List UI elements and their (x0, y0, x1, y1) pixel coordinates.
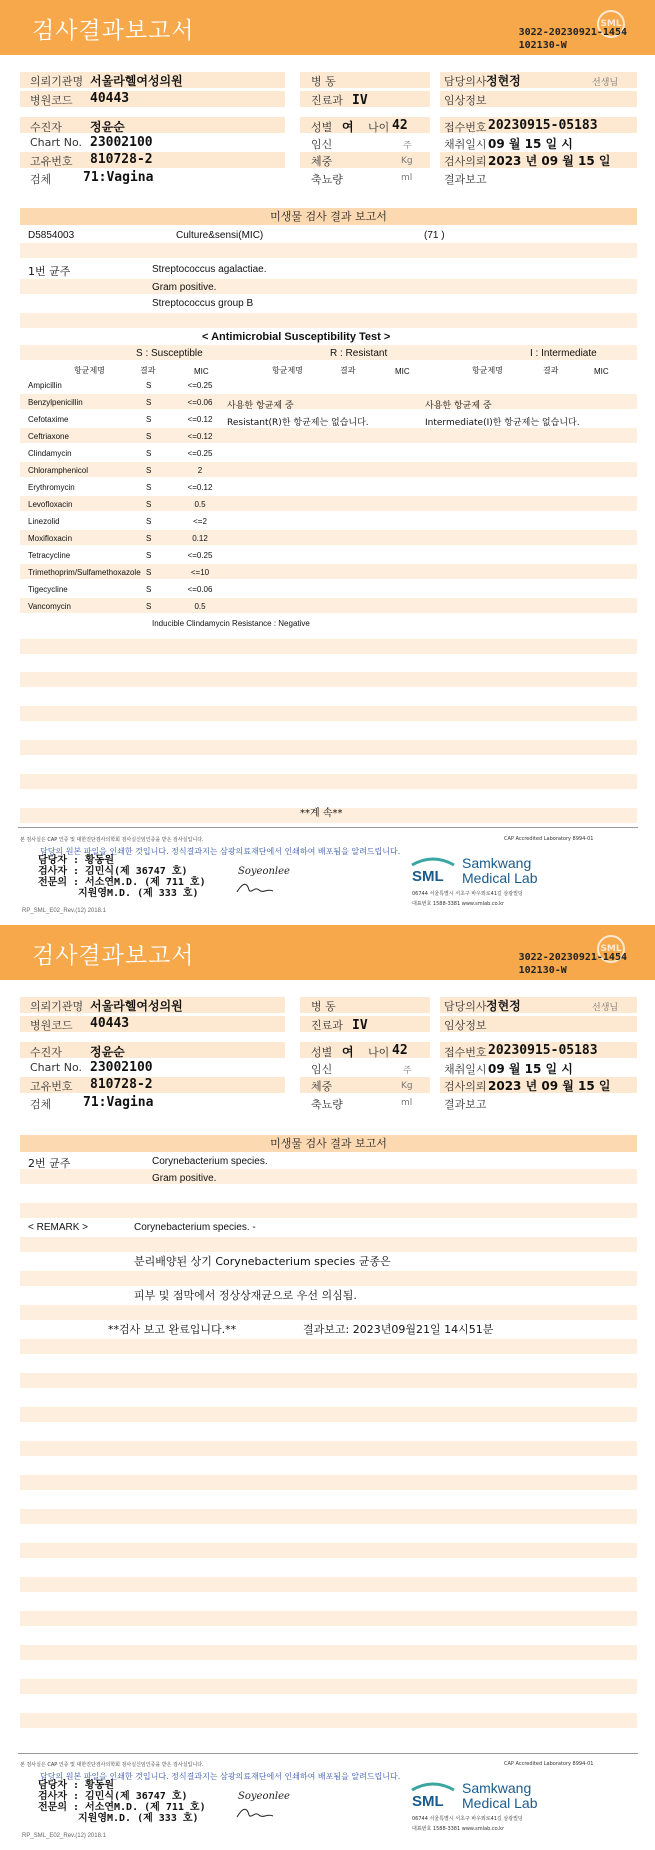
drug-name: Cefotaxime (28, 415, 69, 424)
report-header (0, 0, 655, 55)
drug-result: S (146, 398, 152, 407)
signature-1: Soyeonlee (238, 1791, 290, 1802)
cap-notice: 본 검사실은 CAP 인증 및 대한진단검사의학회 검사실신임인증을 받은 검사실입니다. (20, 1762, 204, 1768)
examiner: 검사자 : 김민식(제 36747 호) (38, 1791, 188, 1802)
col-mic: MIC (395, 367, 410, 376)
examiner: 검사자 : 김민식(제 36747 호) (38, 866, 188, 877)
result-label: 결과보고 (444, 173, 487, 186)
result-report-time: 결과보고: 2023년09월21일 14시51분 (303, 1323, 494, 1336)
sex-value: 여 (342, 1045, 354, 1059)
specialist-1: 전문의 : 서소연M.D. (제 711 호) (38, 877, 206, 888)
patient-name: 정윤순 (90, 1045, 125, 1059)
collect-label: 채취일시 (444, 138, 487, 151)
col-mic: MIC (594, 367, 609, 376)
chart-no: 23002100 (90, 1060, 153, 1075)
isolate-line: Gram positive. (152, 1173, 217, 1184)
id-no: 810728-2 (90, 1077, 153, 1092)
drug-name: Trimethoprim/Sulfamethoxazole (28, 568, 141, 577)
request-label: 검사의뢰 (444, 1080, 487, 1093)
isolate-label: 2번 균주 (28, 1157, 71, 1170)
col-result: 결과 (340, 366, 356, 375)
logo-name-2: Medical Lab (462, 870, 538, 886)
signature-2-icon (235, 880, 275, 896)
weight-label: 체중 (311, 155, 333, 168)
patient-label: 수진자 (30, 1046, 62, 1059)
signature-2-icon (235, 1805, 275, 1821)
department-value: IV (352, 93, 368, 108)
ward-label: 병 동 (311, 75, 336, 88)
drug-mic: <=2 (193, 517, 207, 526)
drug-name: Chloramphenicol (28, 466, 89, 475)
request-date: 2023 년 09 월 15 일 (488, 1079, 611, 1093)
watermark-notice: 담당의 원본 파일을 인쇄한 것입니다. 정식결과지는 삼광의료재단에서 인쇄하여 배포됨을 알려드립니다. (40, 1772, 401, 1781)
report-title: 검사결과보고서 (32, 18, 195, 44)
urine-unit: ml (401, 173, 413, 183)
receipt-label: 접수번호 (444, 121, 487, 134)
drug-mic: 0.12 (192, 534, 208, 543)
form-code: RP_SML_E02_Rev.(12) 2018.1 (22, 908, 106, 914)
legend-resistant: R : Resistant (330, 348, 388, 359)
id-no: 810728-2 (90, 152, 153, 167)
clinical-info-label: 임상정보 (444, 1019, 487, 1032)
logo-name-2: Medical Lab (462, 1795, 538, 1811)
report-code: 3022-20230921-1454 102130-W (518, 27, 627, 51)
specialist-2: 지원영M.D. (제 333 호) (78, 1813, 199, 1824)
request-label: 검사의뢰 (444, 155, 487, 168)
drug-result: S (146, 381, 152, 390)
id-label: 고유번호 (30, 155, 73, 168)
result-label: 결과보고 (444, 1098, 487, 1111)
isolate-line: Streptococcus group B (152, 298, 254, 309)
sex-value: 여 (342, 120, 354, 134)
isolate-line: Streptococcus agalactiae. (152, 264, 267, 275)
col-result: 결과 (140, 366, 156, 375)
chart-no: 23002100 (90, 135, 153, 150)
request-date: 2023 년 09 월 15 일 (488, 154, 611, 168)
doctor-suffix: 선생님 (592, 78, 619, 88)
report-complete: **검사 보고 완료입니다.** (108, 1323, 237, 1336)
institution-value: 서울라헬여성의원 (90, 999, 183, 1013)
logo-name-1: Samkwang (462, 855, 532, 871)
cap-notice: 본 검사실은 CAP 인증 및 대한진단검사의학회 검사실신임인증을 받은 검사실입니다. (20, 837, 204, 843)
doctor-value: 정현정 (486, 999, 521, 1013)
pregnancy-unit: 주 (403, 141, 412, 151)
svg-text:SML: SML (412, 1793, 444, 1808)
address: 06744 서울특별시 서초구 바우뫼로41길 삼광빌딩 (412, 1816, 523, 1822)
drug-result: S (146, 483, 152, 492)
inducible-clindamycin: Inducible Clindamycin Resistance : Negative (152, 619, 310, 628)
ast-title: < Antimicrobial Susceptibility Test > (202, 331, 391, 343)
drug-mic: <=0.06 (187, 398, 213, 407)
drug-mic: <=0.25 (187, 551, 213, 560)
urine-label: 축뇨량 (311, 1098, 343, 1111)
department-label: 진료과 (311, 1019, 343, 1032)
test-specimen: (71 ) (424, 230, 445, 241)
note-resistant: Resistant(R)한 항균제는 없습니다. (227, 418, 369, 428)
age-value: 42 (392, 118, 408, 133)
drug-result: S (146, 449, 152, 458)
drug-name: Vancomycin (28, 602, 71, 611)
svg-text:SML: SML (412, 868, 444, 883)
phone: 대표번호 1588-3381 www.smlab.co.kr (412, 901, 505, 907)
section-title: 미생물 검사 결과 보고서 (20, 208, 637, 225)
hospital-code-value: 40443 (90, 91, 130, 106)
note-used: 사용한 항균제 중 (227, 401, 294, 411)
sml-logo-mark: SML (597, 935, 625, 963)
phone: 대표번호 1588-3381 www.smlab.co.kr (412, 1826, 505, 1832)
drug-mic: <=0.06 (187, 585, 213, 594)
pregnancy-label: 임신 (311, 138, 333, 151)
specialist-1: 전문의 : 서소연M.D. (제 711 호) (38, 1802, 206, 1813)
drug-name: Benzylpenicillin (28, 398, 83, 407)
pregnancy-unit: 주 (403, 1066, 412, 1076)
cap-accredited: CAP Accredited Laboratory 8994-01 (504, 836, 594, 842)
col-result: 결과 (543, 366, 559, 375)
drug-name: Ampicillin (28, 381, 62, 390)
form-code: RP_SML_E02_Rev.(12) 2018.1 (22, 1833, 106, 1839)
sml-logo-mark: SML (597, 10, 625, 38)
drug-mic: <=0.12 (187, 415, 213, 424)
drug-result: S (146, 602, 152, 611)
hospital-code-label: 병원코드 (30, 94, 73, 107)
ward-label: 병 동 (311, 1000, 336, 1013)
col-antibiotic: 항균제명 (472, 366, 503, 375)
drug-mic: <=0.12 (187, 432, 213, 441)
isolate-line: Gram positive. (152, 282, 217, 293)
patient-name: 정윤순 (90, 120, 125, 134)
drug-mic: <=0.12 (187, 483, 213, 492)
note-used: 사용한 항균제 중 (425, 401, 492, 411)
age-label: 나이 (368, 1046, 390, 1059)
age-label: 나이 (368, 121, 390, 134)
specimen-value: 71:Vagina (83, 1095, 154, 1110)
drug-result: S (146, 585, 152, 594)
drug-name: Levofloxacin (28, 500, 73, 509)
test-code: D5854003 (28, 230, 75, 241)
pregnancy-label: 임신 (311, 1063, 333, 1076)
isolate-line: Corynebacterium species. (152, 1156, 268, 1167)
institution-label: 의뢰기관명 (30, 75, 84, 88)
technician: 담당자 : 황동원 (38, 855, 115, 866)
receipt-label: 접수번호 (444, 1046, 487, 1059)
sml-logo-icon (408, 855, 458, 883)
drug-name: Linezolid (28, 517, 60, 526)
collect-label: 채취일시 (444, 1063, 487, 1076)
drug-mic: 0.5 (194, 602, 206, 611)
drug-result: S (146, 517, 152, 526)
receipt-no: 20230915-05183 (488, 1043, 598, 1058)
test-name: Culture&sensi(MIC) (176, 230, 264, 241)
technician: 담당자 : 황동원 (38, 1780, 115, 1791)
cap-accredited: CAP Accredited Laboratory 8994-01 (504, 1761, 594, 1767)
sex-label: 성별 (311, 121, 333, 134)
drug-result: S (146, 466, 152, 475)
remark-line-1: 분리배양된 상기 Corynebacterium species 균종은 (134, 1255, 391, 1268)
drug-result: S (146, 568, 152, 577)
col-mic: MIC (194, 367, 209, 376)
sml-logo-icon (408, 1780, 458, 1808)
drug-name: Ceftriaxone (28, 432, 69, 441)
drug-result: S (146, 415, 152, 424)
drug-mic: 2 (197, 466, 203, 475)
chart-label: Chart No. (30, 1061, 82, 1074)
collect-date: 09 월 15 일 시 (488, 1062, 573, 1076)
weight-label: 체중 (311, 1080, 333, 1093)
remark-text: Corynebacterium species. - (134, 1222, 256, 1233)
drug-name: Moxifloxacin (28, 534, 73, 543)
report-page-2 (0, 925, 655, 1850)
section-title: 미생물 검사 결과 보고서 (20, 1135, 637, 1152)
specimen-label: 검체 (30, 1098, 52, 1111)
drug-name: Clindamycin (28, 449, 72, 458)
specimen-label: 검체 (30, 173, 52, 186)
doctor-label: 담당의사 (444, 75, 487, 88)
drug-mic: 0.5 (194, 500, 206, 509)
chart-label: Chart No. (30, 136, 82, 149)
address: 06744 서울특별시 서초구 바우뫼로41길 삼광빌딩 (412, 891, 523, 897)
drug-name: Tetracycline (28, 551, 71, 560)
report-code: 3022-20230921-1454 102130-W (518, 952, 627, 976)
doctor-suffix: 선생님 (592, 1003, 619, 1013)
collect-date: 09 월 15 일 시 (488, 137, 573, 151)
doctor-label: 담당의사 (444, 1000, 487, 1013)
department-value: IV (352, 1018, 368, 1033)
specialist-2: 지원영M.D. (제 333 호) (78, 888, 199, 899)
logo-name-1: Samkwang (462, 1780, 532, 1796)
doctor-value: 정현정 (486, 74, 521, 88)
institution-value: 서울라헬여성의원 (90, 74, 183, 88)
isolate-label: 1번 균주 (28, 265, 71, 278)
specimen-value: 71:Vagina (83, 170, 154, 185)
col-antibiotic: 항균제명 (272, 366, 303, 375)
col-antibiotic: 항균제명 (74, 366, 105, 375)
age-value: 42 (392, 1043, 408, 1058)
remark-line-2: 피부 및 점막에서 정상상재균으로 우선 의심됨. (134, 1289, 357, 1302)
urine-unit: ml (401, 1098, 413, 1108)
note-intermediate: Intermediate(I)한 항균제는 없습니다. (425, 418, 580, 428)
drug-result: S (146, 551, 152, 560)
receipt-no: 20230915-05183 (488, 118, 598, 133)
drug-name: Erythromycin (28, 483, 75, 492)
hospital-code-label: 병원코드 (30, 1019, 73, 1032)
report-header (0, 925, 655, 980)
remark-label: < REMARK > (28, 1222, 89, 1233)
drug-mic: <=0.25 (187, 381, 213, 390)
id-label: 고유번호 (30, 1080, 73, 1093)
continued-note: **계 속** (300, 808, 343, 819)
institution-label: 의뢰기관명 (30, 1000, 84, 1013)
legend-intermediate: I : Intermediate (530, 348, 597, 359)
clinical-info-label: 임상정보 (444, 94, 487, 107)
weight-unit: Kg (401, 156, 413, 166)
sex-label: 성별 (311, 1046, 333, 1059)
drug-mic: <=10 (190, 568, 210, 577)
legend-susceptible: S : Susceptible (136, 348, 203, 359)
drug-name: Tigecycline (28, 585, 68, 594)
report-title: 검사결과보고서 (32, 943, 195, 969)
drug-result: S (146, 432, 152, 441)
signature-1: Soyeonlee (238, 866, 290, 877)
drug-mic: <=0.25 (187, 449, 213, 458)
drug-result: S (146, 500, 152, 509)
department-label: 진료과 (311, 94, 343, 107)
urine-label: 축뇨량 (311, 173, 343, 186)
weight-unit: Kg (401, 1081, 413, 1091)
hospital-code-value: 40443 (90, 1016, 130, 1031)
patient-label: 수진자 (30, 121, 62, 134)
watermark-notice: 담당의 원본 파일을 인쇄한 것입니다. 정식결과지는 삼광의료재단에서 인쇄하여 배포됨을 알려드립니다. (40, 847, 401, 856)
drug-result: S (146, 534, 152, 543)
